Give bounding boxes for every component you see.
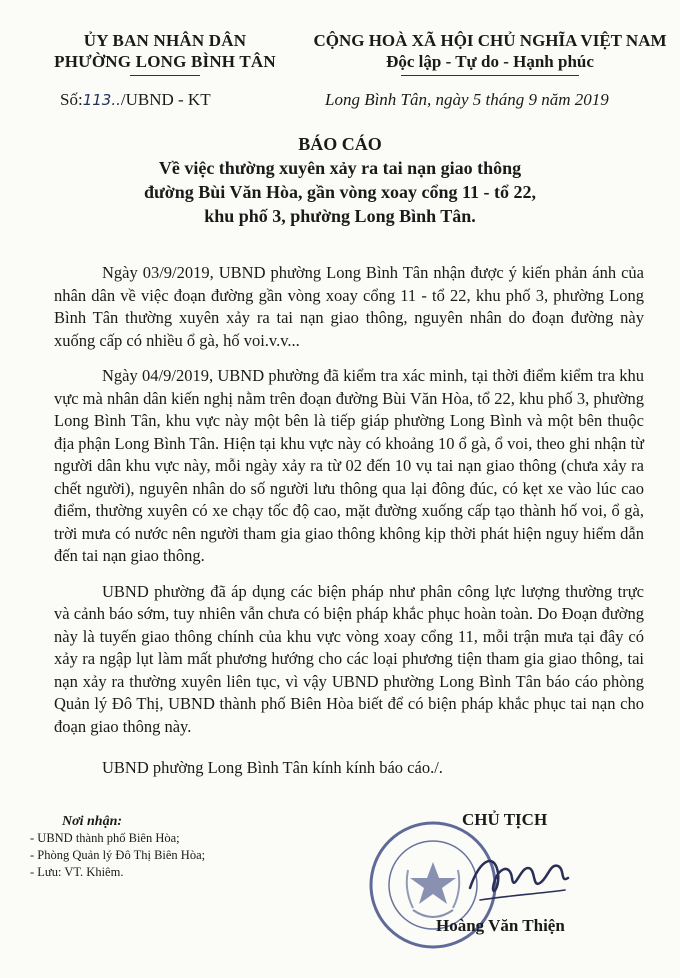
document-number <box>60 90 211 110</box>
country-name: CỘNG HOÀ XÃ HỘI CHỦ NGHĨA VIỆT NAM <box>313 31 667 50</box>
title-line-4: khu phố 3, phường Long Bình Tân. <box>204 206 476 226</box>
recipient-item: - UBND thành phố Biên Hòa; <box>30 831 180 845</box>
place-date: Long Bình Tân, ngày 5 tháng 9 năm 2019 <box>325 90 609 109</box>
title-line-2: Về việc thường xuyên xảy ra tai nạn giao thông <box>158 158 522 178</box>
recipient-item: - Lưu: VT. Khiêm. <box>30 865 124 879</box>
motto: Độc lập - Tự do - Hạnh phúc <box>386 52 594 71</box>
signer-name: Hoàng Văn Thiện <box>436 916 565 935</box>
doc-number-handwritten: 113.. <box>82 91 121 109</box>
doc-number-suffix: /UBND - KT <box>120 90 211 109</box>
title-line-3: đường Bùi Văn Hòa, gần vòng xoay cổng 11 - tổ 22, <box>143 182 536 202</box>
motto-underline <box>401 75 579 76</box>
closing-line: UBND phường Long Bình Tân kính kính báo cáo./. <box>102 758 443 777</box>
issuing-authority <box>40 30 290 76</box>
recipient-item: - Phòng Quản lý Đô Thị Biên Hòa; <box>30 848 206 862</box>
handwritten-signature-icon <box>450 838 580 918</box>
body-paragraph-1: Ngày 03/9/2019, UBND phường Long Bình Tân nhận được ý kiến phản ánh của nhân dân về việc đoạn đường gần vòng xoay cổng 11 - tổ 22, khu phố 3, phường Long Bình Tân thường xuyên xảy ra tai nạn giao thông, nguyên nhân do đoạn đường này xuống cấp có nhiều ổ gà, hố voi.v.v... <box>54 263 644 350</box>
signer-title: CHỦ TỊCH <box>462 810 548 829</box>
body-paragraph-2: Ngày 04/9/2019, UBND phường đã kiểm tra xác minh, tại thời điểm kiểm tra khu vực mà nhân dân kiến nghị nằm trên đoạn đường Bùi Văn Hòa, tổ 22, khu phố 3, phường Long Bình Tân, khu vực này một bên là tiếp giáp phường Long Bình và một bên thuộc địa phận Long Bình Tân. Hiện tại khu vực này có khoảng 10 ổ gà, ổ voi, theo ghi nhận từ người dân khu vực này, mỗi ngày xảy ra từ 02 đến 10 vụ tai nạn giao thông (chưa xảy ra chết người), nguyên nhân do số người lưu thông qua lại đông đúc, có kẹt xe vào lúc cao điểm, thường xuyên có xe chạy tốc độ cao, mặt đường xuống cấp tạo thành hố voi, ổ gà, trời mưa có nước nên người tham gia giao thông không kịp thời phát hiện nguy hiểm dẫn đến tai nạn giao thông. <box>54 366 644 565</box>
body-paragraph-3: UBND phường đã áp dụng các biện pháp như phân công lực lượng thường trực và cảnh báo sớm, tuy nhiên vẫn chưa có biện pháp khắc phục hoàn toàn. Do Đoạn đường này là tuyến giao thông chính của khu vực vòng xoay cổng 11, mỗi trận mưa tại đây có xảy ra ngập lụt làm mất phương hướng cho các loại phương tiện tham gia giao thông, tai nạn xảy ra thường xuyên liên tục, vì vậy UBND phường Long Bình Tân báo cáo phòng Quản lý Đô Thị, UBND thành phố Biên Hòa biết để có biện pháp khắc phục tai nạn cho đoạn giao thông này. <box>54 581 644 736</box>
document-title <box>40 132 640 228</box>
recipients-label: Nơi nhận: <box>62 814 123 829</box>
doc-number-prefix: Số: <box>60 90 83 109</box>
report-body <box>54 262 644 751</box>
title-main: BÁO CÁO <box>298 134 382 154</box>
authority-line-1: ỦY BAN NHÂN DÂN <box>83 31 247 50</box>
national-motto <box>310 30 670 76</box>
recipients-block <box>30 813 330 881</box>
authority-underline <box>130 75 200 76</box>
authority-line-2: PHƯỜNG LONG BÌNH TÂN <box>54 52 276 71</box>
